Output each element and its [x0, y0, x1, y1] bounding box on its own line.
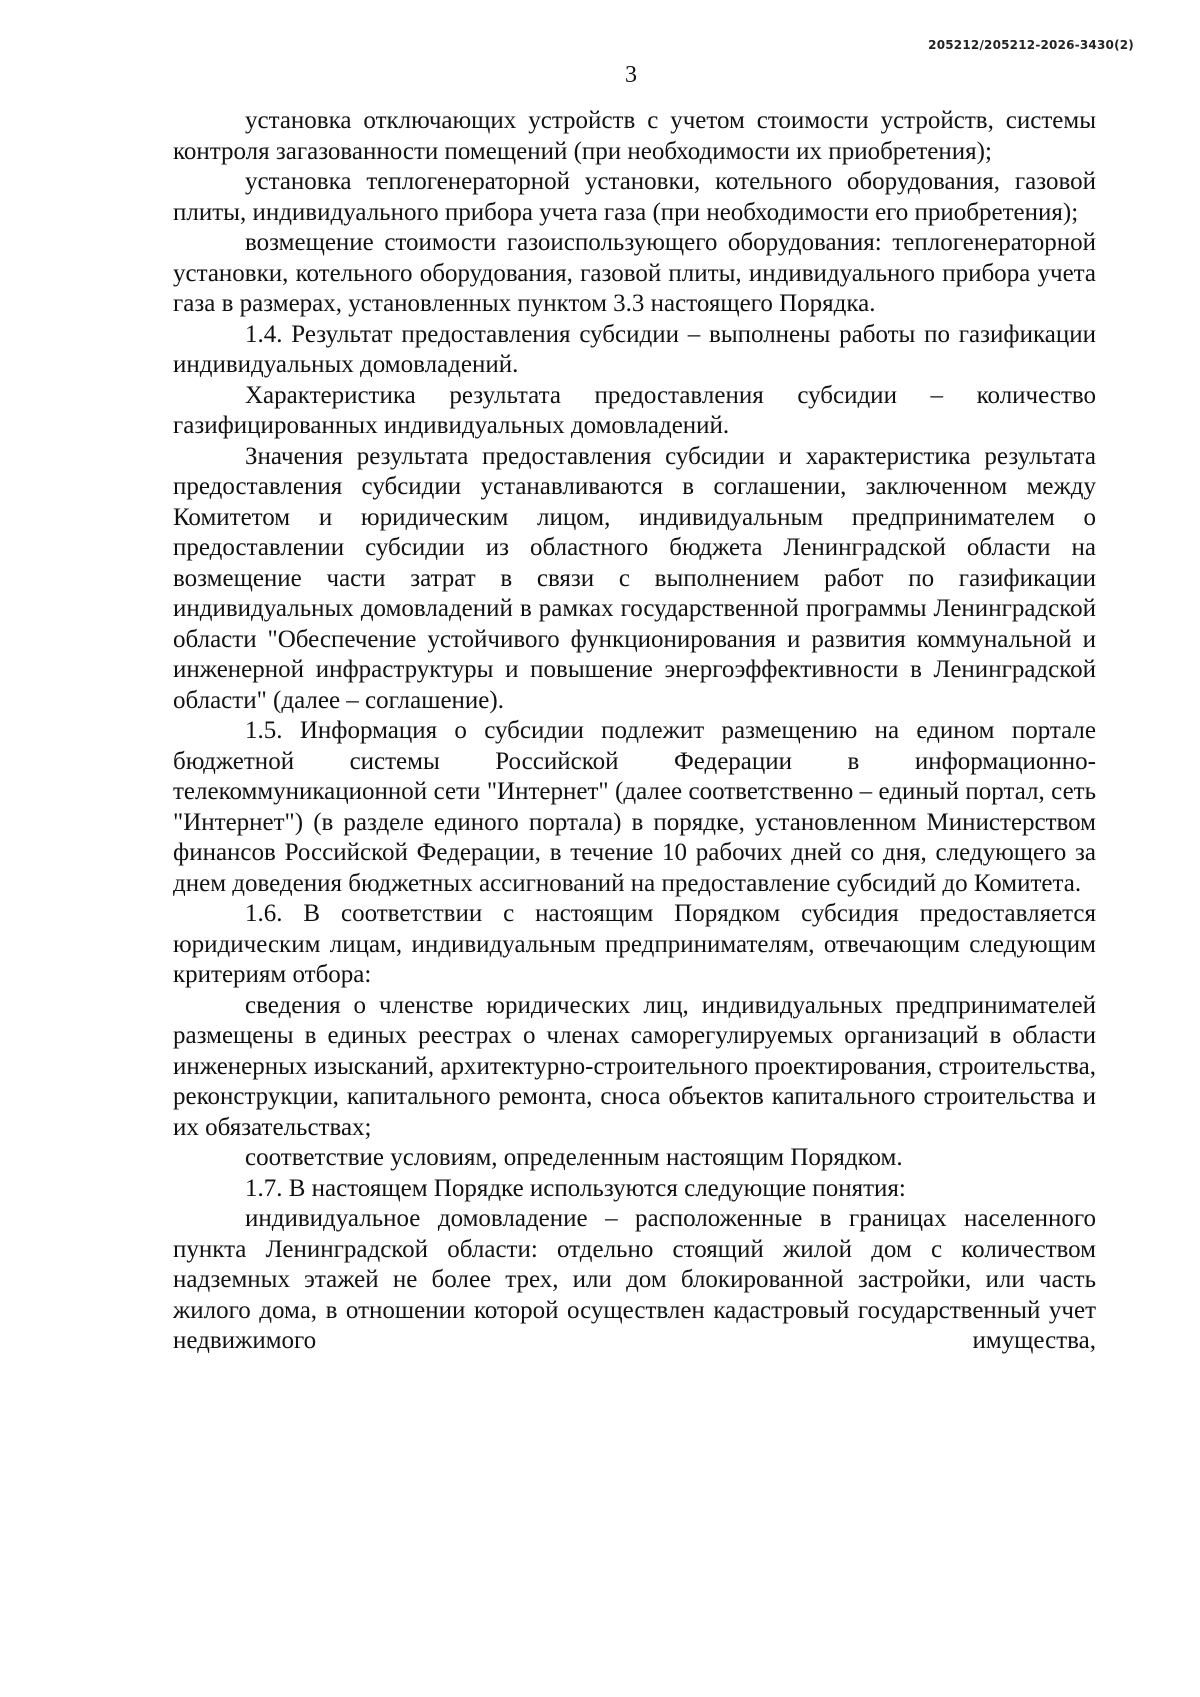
document-id: 205212/205212-2026-3430(2): [928, 38, 1134, 52]
paragraph-1-7-definitions: 1.7. В настоящем Порядке используются следующие понятия:: [245, 1174, 906, 1202]
paragraph-result-values-agreement: Значения результата предоставления субсидии и характеристика результата предоставления субсидии устанавливаются в соглашении, заключенном между Комитетом и юридическим лицом, индивидуальным предпринимателем о предоставлении субсидии из областного бюджета Ленинградской области на возмещение части затрат в связи с выполнением работ по газификации индивидуальных домовладений в рамках государственной программы Ленинградской области "Обеспечение устойчивого функционирования и развития коммунальной и инженерной инфраструктуры и повышение энергоэффективности в Ленинградской области" (далее – соглашение).: [173, 442, 1096, 714]
paragraph-sro-membership: сведения о членстве юридических лиц, индивидуальных предпринимателей размещены в единых реестрах о членах саморегулируемых организаций в области инженерных изысканий, архитектурно-строительного проектирования, строительства, реконструкции, капитального ремонта, сноса объектов капитального строительства и их обязательствах;: [173, 991, 1096, 1141]
paragraph-install-shutoff-devices: установка отключающих устройств с учетом стоимости устройств, системы контроля загазованности помещений (при необходимости их приобретения);: [173, 107, 1096, 165]
paragraph-equipment-reimbursement: возмещение стоимости газоиспользующего оборудования: теплогенераторной установки, котельного оборудования, газовой плиты, индивидуального прибора учета газа в размерах, установленных пунктом 3.3 настоящего Порядка.: [173, 229, 1096, 317]
paragraph-compliance-conditions: соответствие условиям, определенным настоящим Порядком.: [245, 1144, 903, 1171]
paragraph-result-characteristic: Характеристика результата предоставления субсидии – количество газифицированных индивидуальных домовладений.: [173, 381, 1096, 439]
paragraph-1-5-information: 1.5. Информация о субсидии подлежит размещению на едином портале бюджетной системы Российской Федерации в информационно-телекоммуникационной сети "Интернет" (далее соответственно – единый портал, сеть "Интернет") (в разделе единого портала) в порядке, установленном Министерством финансов Российской Федерации, в течение 10 рабочих дней со дня, следующего за днем доведения бюджетных ассигнований на предоставление субсидий до Комитета.: [173, 717, 1096, 897]
paragraph-install-heat-generator: установка теплогенераторной установки, котельного оборудования, газовой плиты, индивидуального прибора учета газа (при необходимости его приобретения);: [173, 168, 1096, 226]
document-body: [173, 106, 1096, 1357]
paragraph-individual-household-definition: индивидуальное домовладение – расположенные в границах населенного пункта Ленинградской области: отдельно стоящий жилой дом с количеством надземных этажей не более трех, или дом блокированной застройки, или часть жилого дома, в отношении которой осуществлен кадастровый государственный учет недвижимого имущества,: [173, 1205, 1096, 1354]
paragraph-1-4-result: 1.4. Результат предоставления субсидии – выполнены работы по газификации индивидуальных домовладений.: [173, 320, 1096, 378]
page-number: 3: [625, 62, 637, 88]
paragraph-1-6-selection-criteria: 1.6. В соответствии с настоящим Порядком субсидия предоставляется юридическим лицам, индивидуальным предпринимателям, отвечающим следующим критериям отбора:: [173, 900, 1096, 988]
